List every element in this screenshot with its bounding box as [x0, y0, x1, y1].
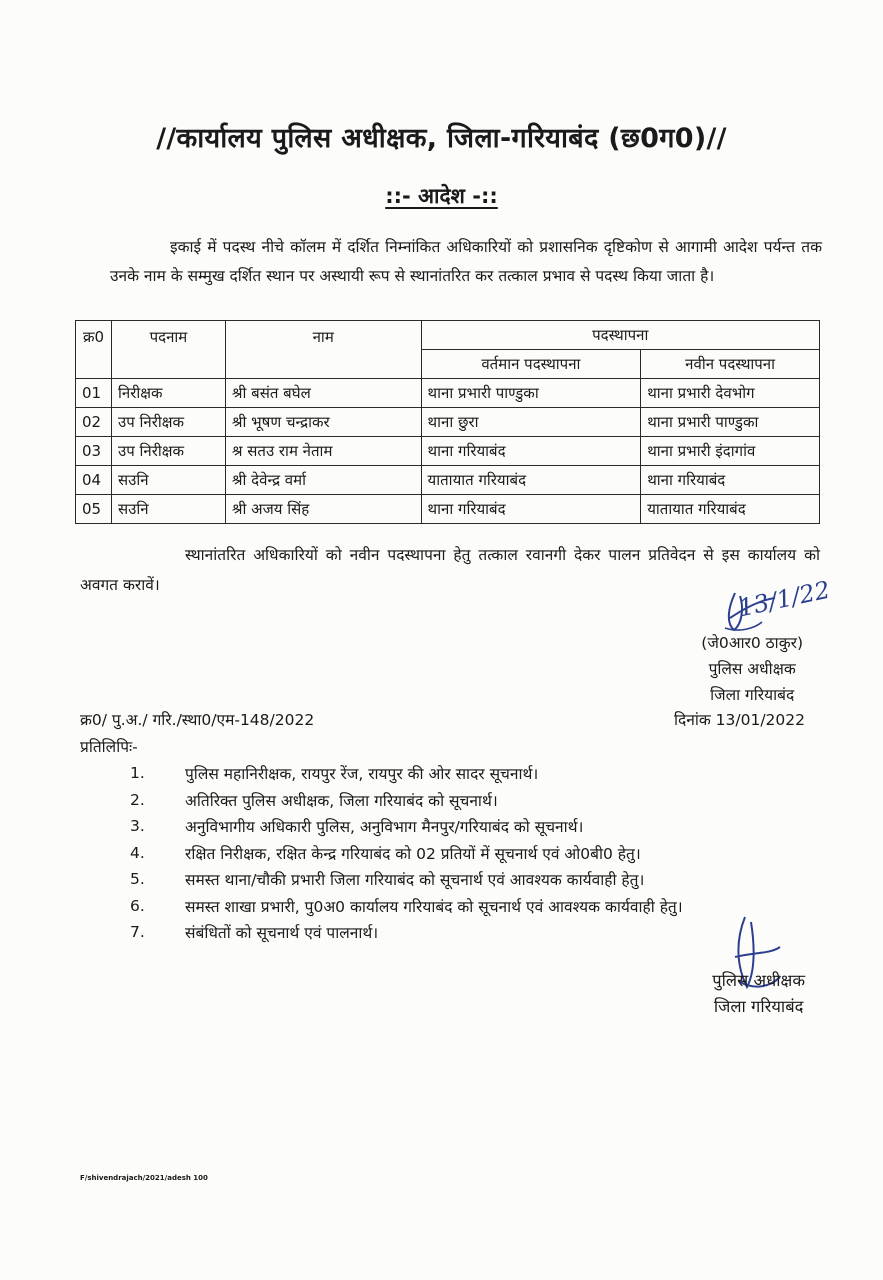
list-item	[130, 813, 810, 840]
order-heading: ::- आदेश -::	[385, 184, 498, 208]
table-row	[76, 466, 820, 495]
officer-name: (जे0आर0 ठाकुर)	[701, 634, 803, 652]
header-new-posting: नवीन पदस्थापना	[641, 350, 820, 379]
officer-district: जिला गरियाबंद	[713, 997, 804, 1016]
transfer-table	[75, 320, 820, 524]
cell-current-posting: थाना गरियाबंद	[421, 437, 641, 466]
cell-current-posting: थाना प्रभारी पाण्डुका	[421, 379, 641, 408]
list-number: 2.	[130, 790, 145, 809]
reference-number: क्र0/ पु.अ./ गरि./स्था0/एम-148/2022	[80, 711, 315, 729]
header-serial: क्र0	[76, 321, 112, 379]
list-item	[130, 919, 810, 946]
list-item	[130, 840, 810, 867]
cell-name: श्र सतउ राम नेताम	[225, 437, 421, 466]
signature-block	[701, 630, 803, 708]
list-text: संबंधितों को सूचनार्थ एवं पालनार्थ।	[185, 924, 379, 943]
header-designation: पदनाम	[111, 321, 225, 379]
cell-serial: 05	[76, 495, 112, 524]
cell-new-posting: थाना प्रभारी देवभोग	[641, 379, 820, 408]
cell-serial: 02	[76, 408, 112, 437]
cell-designation: सउनि	[111, 495, 225, 524]
list-item	[130, 787, 810, 814]
header-current-posting: वर्तमान पदस्थापना	[421, 350, 641, 379]
list-text: पुलिस महानिरीक्षक, रायपुर रेंज, रायपुर की ओर सादर सूचनार्थ।	[185, 765, 539, 784]
officer-designation: पुलिस अधीक्षक	[708, 660, 796, 678]
officer-district: जिला गरियाबंद	[710, 686, 795, 704]
list-item	[130, 866, 810, 893]
list-number: 5.	[130, 870, 145, 889]
list-number: 7.	[130, 923, 145, 942]
cell-name: श्री भूषण चन्द्राकर	[225, 408, 421, 437]
cell-current-posting: यातायात गरियाबंद	[421, 466, 641, 495]
order-date: दिनांक 13/01/2022	[673, 711, 805, 729]
list-number: 4.	[130, 843, 145, 862]
office-title: //कार्यालय पुलिस अधीक्षक, जिला-गरियाबंद (छ0ग0)//	[156, 123, 727, 154]
list-number: 6.	[130, 896, 145, 915]
cell-name: श्री बसंत बघेल	[225, 379, 421, 408]
cell-serial: 01	[76, 379, 112, 408]
copy-to-label: प्रतिलिपिः-	[80, 738, 138, 756]
cell-new-posting: यातायात गरियाबंद	[641, 495, 820, 524]
header-posting: पदस्थापना	[421, 321, 819, 350]
officer-designation: पुलिस अधीक्षक	[712, 971, 805, 990]
file-path-footer: F/shivendrajach/2021/adesh 100	[80, 1174, 208, 1182]
cell-designation: उप निरीक्षक	[111, 408, 225, 437]
table-row	[76, 379, 820, 408]
cell-name: श्री देवेन्द्र वर्मा	[225, 466, 421, 495]
list-text: अनुविभागीय अधिकारी पुलिस, अनुविभाग मैनपुर/गरियाबंद को सूचनार्थ।	[185, 818, 584, 837]
list-number: 1.	[130, 764, 145, 783]
header-name: नाम	[225, 321, 421, 379]
table-row	[76, 437, 820, 466]
list-text: अतिरिक्त पुलिस अधीक्षक, जिला गरियाबंद को सूचनार्थ।	[185, 791, 498, 810]
cell-name: श्री अजय सिंह	[225, 495, 421, 524]
table-row	[76, 408, 820, 437]
cell-new-posting: थाना गरियाबंद	[641, 466, 820, 495]
cell-new-posting: थाना प्रभारी इंदागांव	[641, 437, 820, 466]
list-number: 3.	[130, 817, 145, 836]
cell-new-posting: थाना प्रभारी पाण्डुका	[641, 408, 820, 437]
copy-to-list	[130, 760, 810, 946]
cell-designation: निरीक्षक	[111, 379, 225, 408]
table-row	[76, 495, 820, 524]
list-item	[130, 893, 810, 920]
intro-paragraph: इकाई में पदस्थ नीचे कॉलम में दर्शित निम्नांकित अधिकारियों को प्रशासनिक दृष्टिकोण से आगामी आदेश पर्यन्त तक उनके नाम के सम्मुख दर्शित स्थान पर अस्थायी रूप से स्थानांतरित कर तत्काल प्रभाव से पदस्थ किया जाता है।	[110, 238, 822, 285]
signature-date: 13/1/22	[736, 575, 833, 623]
cell-designation: उप निरीक्षक	[111, 437, 225, 466]
list-text: समस्त थाना/चौकी प्रभारी जिला गरियाबंद को सूचनार्थ एवं आवश्यक कार्यवाही हेतु।	[185, 871, 645, 890]
cell-current-posting: थाना गरियाबंद	[421, 495, 641, 524]
cell-serial: 03	[76, 437, 112, 466]
list-text: समस्त शाखा प्रभारी, पु0अ0 कार्यालय गरियाबंद को सूचनार्थ एवं आवश्यक कार्यवाही हेतु।	[185, 897, 683, 916]
list-text: रक्षित निरीक्षक, रक्षित केन्द्र गरियाबंद को 02 प्रतियों में सूचनार्थ एवं ओ0बी0 हेतु।	[185, 844, 641, 863]
cell-current-posting: थाना छुरा	[421, 408, 641, 437]
closing-paragraph: स्थानांतरित अधिकारियों को नवीन पदस्थापना हेतु तत्काल रवानगी देकर पालन प्रतिवेदन से इस कार्यालय को अवगत करावें।	[80, 546, 820, 594]
cell-designation: सउनि	[111, 466, 225, 495]
cell-serial: 04	[76, 466, 112, 495]
list-item	[130, 760, 810, 787]
signature-block-2	[712, 968, 805, 1020]
